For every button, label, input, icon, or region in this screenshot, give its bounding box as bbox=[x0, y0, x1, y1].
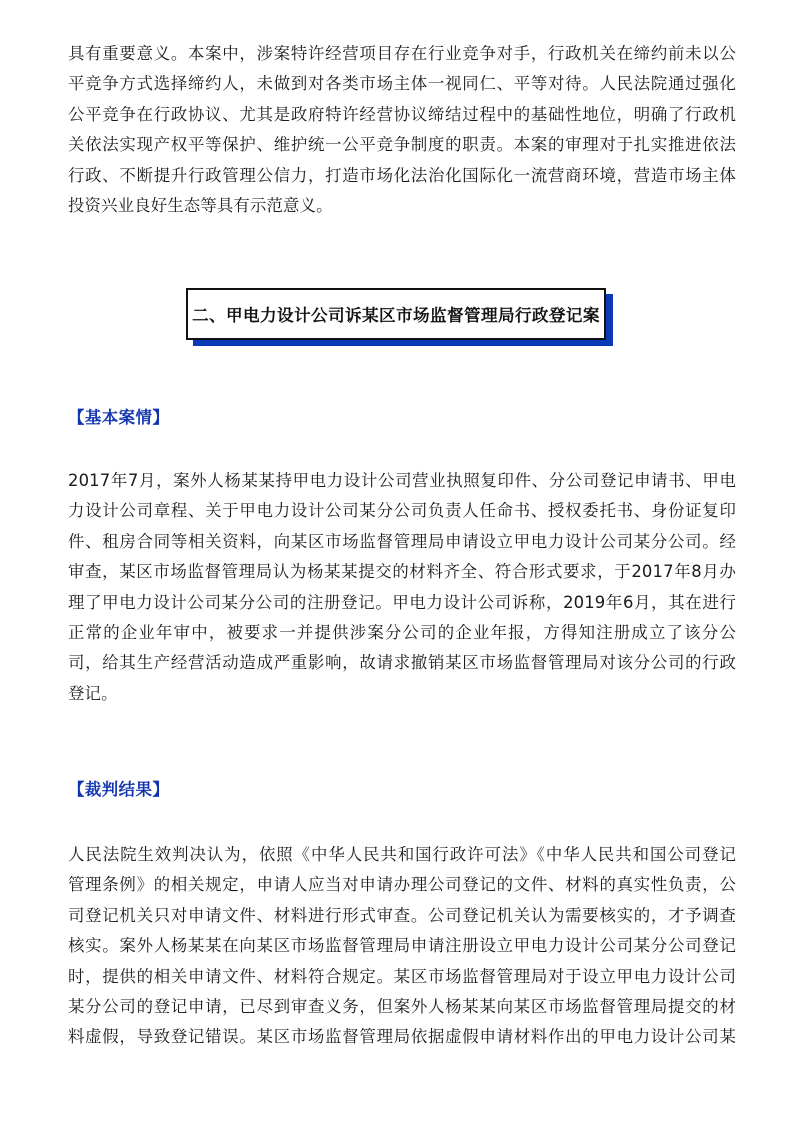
paragraph-line: 公平竞争在行政协议、尤其是政府特许经营协议缔结过程中的基础性地位，明确了行政机 bbox=[68, 104, 736, 124]
paragraph-line: 司登记机关只对申请文件、材料进行形式审查。公司登记机关认为需要核实的，才予调查 bbox=[68, 905, 736, 925]
paragraph-line: 投资兴业良好生态等具有示范意义。 bbox=[68, 196, 333, 216]
case-title-box bbox=[186, 288, 606, 340]
paragraph-line: 司，给其生产经营活动造成严重影响，故请求撤销某区市场监督管理局对该分公司的行政 bbox=[68, 653, 736, 673]
paragraph-line: 核实。案外人杨某某在向某区市场监督管理局申请注册设立甲电力设计公司某分公司登记 bbox=[68, 936, 736, 956]
paragraph-line: 具有重要意义。本案中，涉案特许经营项目存在行业竞争对手，行政机关在缔约前未以公 bbox=[68, 44, 736, 63]
intro-paragraph bbox=[68, 39, 736, 221]
paragraph-line: 件、租房合同等相关资料，向某区市场监督管理局申请设立甲电力设计公司某分公司。经 bbox=[68, 531, 736, 551]
paragraph-line: 理了甲电力设计公司某分公司的注册登记。甲电力设计公司诉称，2019年6月，其在进行 bbox=[68, 592, 736, 612]
paragraph-line: 料虚假，导致登记错误。某区市场监督管理局依据虚假申请材料作出的甲电力设计公司某 bbox=[68, 1027, 736, 1047]
paragraph-line: 力设计公司章程、关于甲电力设计公司某分公司负责人任命书、授权委托书、身份证复印 bbox=[68, 501, 736, 521]
paragraph-line: 正常的企业年审中，被要求一并提供涉案分公司的企业年报，方得知注册成立了该分公 bbox=[68, 623, 736, 643]
paragraph-line: 登记。 bbox=[68, 683, 118, 703]
paragraph-line: 管理条例》的相关规定，申请人应当对申请办理公司登记的文件、材料的真实性负责，公 bbox=[68, 875, 736, 895]
paragraph-line: 某分公司的登记申请，已尽到审查义务，但案外人杨某某向某区市场监督管理局提交的材 bbox=[68, 997, 736, 1017]
section-heading-basic-facts: 【基本案情】 bbox=[68, 408, 170, 427]
basic-facts-paragraph bbox=[68, 466, 736, 709]
paragraph-line: 2017年7月，案外人杨某某持甲电力设计公司营业执照复印件、分公司登记申请书、甲电 bbox=[68, 471, 736, 490]
paragraph-line: 行政、不断提升行政管理公信力，打造市场化法治化国际化一流营商环境，营造市场主体 bbox=[68, 165, 736, 185]
case-title: 二、甲电力设计公司诉某区市场监督管理局行政登记案 bbox=[192, 306, 600, 325]
section-heading-judgment: 【裁判结果】 bbox=[68, 780, 170, 799]
paragraph-line: 审查，某区市场监督管理局认为杨某某提交的材料齐全、符合形式要求，于2017年8月办 bbox=[68, 562, 736, 582]
paragraph-line: 关依法实现产权平等保护、维护统一公平竞争制度的职责。本案的审理对于扎实推进依法 bbox=[68, 135, 736, 155]
paragraph-line: 平竞争方式选择缔约人，未做到对各类市场主体一视同仁、平等对待。人民法院通过强化 bbox=[68, 74, 736, 94]
paragraph-line: 时，提供的相关申请文件、材料符合规定。某区市场监督管理局对于设立甲电力设计公司 bbox=[68, 966, 736, 986]
judgment-paragraph bbox=[68, 840, 736, 1053]
paragraph-line: 人民法院生效判决认为，依照《中华人民共和国行政许可法》《中华人民共和国公司登记 bbox=[68, 845, 736, 864]
